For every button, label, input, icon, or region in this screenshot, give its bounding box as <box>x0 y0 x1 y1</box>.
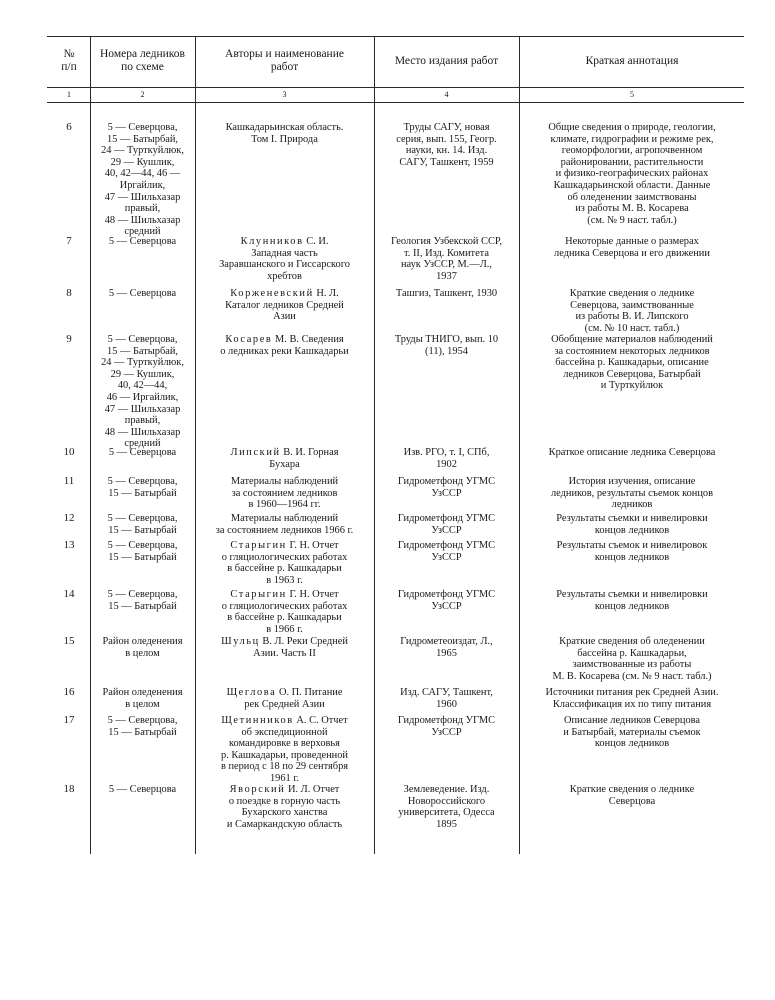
glacier-numbers-cell <box>91 334 194 450</box>
annotation-line: Классификация их по типу питания <box>552 698 712 710</box>
glacier-line: 5 — Северцова <box>108 784 177 795</box>
authors-text: О. П. Питание <box>276 687 343 698</box>
row-number: 10 <box>63 446 75 458</box>
authors-line <box>196 513 373 525</box>
authors-line <box>196 525 373 537</box>
authors-text: за состоянием ледников <box>231 487 338 499</box>
annotation-cell <box>520 236 744 259</box>
authors-text: Н. Л. <box>313 288 339 299</box>
annotation-cell <box>520 288 744 334</box>
annotation-line: районировании, растительности <box>560 156 704 168</box>
row-number: 7 <box>66 235 72 247</box>
row-number: 17 <box>63 714 75 726</box>
glacier-numbers-cell <box>91 513 194 536</box>
row-number: 16 <box>63 686 75 698</box>
glacier-line: 5 — Северцова <box>108 236 177 247</box>
header-num <box>48 37 90 85</box>
authors-text: Г. Н. Отчет <box>286 540 339 551</box>
publication-place-cell <box>375 447 518 470</box>
authors-text: в бассейне р. Кашкадарьи <box>227 612 342 624</box>
authors-line <box>196 699 373 711</box>
annotation-line: М. В. Косарева (см. № 9 наст. табл.) <box>552 670 712 682</box>
glacier-line: 15 — Батырбай <box>108 524 177 536</box>
column-number: 1 <box>67 90 71 99</box>
row-number: 12 <box>63 512 75 524</box>
glacier-line: 29 — Кушлик, <box>110 368 175 380</box>
authors-line <box>196 624 373 636</box>
author-surname: Щеглова <box>226 687 277 698</box>
glacier-line: 15 — Батырбай <box>108 487 177 499</box>
authors-line <box>196 346 373 358</box>
annotation-line: концов ледников <box>594 600 670 612</box>
authors-line <box>196 488 373 500</box>
glacier-line: 5 — Северцова, <box>107 540 178 551</box>
place-line: Землеведение. Изд. <box>403 784 490 795</box>
annotation-line: Северцова <box>608 795 656 807</box>
glacier-line: правый, <box>124 203 161 215</box>
authors-cell <box>196 687 373 710</box>
authors-text: в бассейне р. Кашкадарьи <box>227 563 342 575</box>
column-number: 4 <box>444 90 449 99</box>
place-line: Гидрометфонд УГМС <box>397 540 496 551</box>
authors-line <box>196 122 373 134</box>
author-surname: Старыгин <box>230 589 287 600</box>
glacier-line: 48 — Шильхазар <box>104 426 181 438</box>
annotation-cell <box>520 784 744 807</box>
authors-text: А. С. Отчет <box>293 715 348 726</box>
annotation-line: ледников, результаты съемок концов <box>550 487 714 499</box>
publication-place-cell <box>375 236 518 282</box>
publication-place-cell <box>375 540 518 563</box>
annotation-line: из работы В. И. Липского <box>575 311 689 323</box>
authors-text: в 1960—1964 гг. <box>248 499 321 511</box>
authors-cell <box>196 715 373 785</box>
annotation-cell <box>520 589 744 612</box>
glacier-numbers-cell <box>91 636 194 659</box>
place-line: УзССР <box>431 487 462 499</box>
authors-text: хребтов <box>267 270 302 282</box>
glacier-line: Район оледенения <box>102 636 183 647</box>
glacier-line: в целом <box>125 647 160 659</box>
authors-line <box>196 311 373 323</box>
publication-place-cell <box>375 636 518 659</box>
annotation-line: Краткие сведения об оледенении <box>559 636 705 647</box>
row-number: 18 <box>63 783 75 795</box>
author-surname: Косарев <box>225 334 273 345</box>
authors-text: Г. Н. Отчет <box>286 589 339 600</box>
authors-line <box>196 807 373 819</box>
glacier-numbers-cell <box>91 784 194 796</box>
place-line: Гидрометфонд УГМС <box>397 589 496 600</box>
authors-text: Каталог ледников Средней <box>225 299 344 311</box>
glacier-line: 47 — Шильхазар <box>104 191 181 203</box>
authors-line <box>196 271 373 283</box>
place-line: САГУ, Ташкент, 1959 <box>399 156 494 168</box>
glacier-line: 5 — Северцова, <box>107 589 178 600</box>
header-authors-line: работ <box>270 61 299 73</box>
authors-text: В. И. Горная <box>280 447 339 458</box>
author-surname: Липский <box>230 447 281 458</box>
header-annotation-line: Краткая аннотация <box>585 54 679 67</box>
authors-line <box>196 476 373 488</box>
glacier-line: 5 — Северцова <box>108 447 177 458</box>
annotation-line: и Батырбай, материалы съемок <box>563 726 701 738</box>
glacier-line: 15 — Батырбай, <box>106 345 179 357</box>
header-authors <box>196 37 373 85</box>
authors-text: М. В. Сведения <box>272 334 344 345</box>
authors-line <box>196 636 373 648</box>
authors-line <box>196 761 373 773</box>
column-number: 5 <box>630 90 634 99</box>
authors-line <box>196 589 373 601</box>
annotation-cell <box>520 334 744 392</box>
authors-text: Азии. Часть II <box>253 647 316 659</box>
authors-line <box>196 459 373 471</box>
glacier-numbers-cell <box>91 540 194 563</box>
authors-cell <box>196 122 373 145</box>
place-line: Труды ТНИГО, вып. 10 <box>394 334 499 345</box>
place-line: Новороссийского <box>407 795 486 807</box>
place-line: (11), 1954 <box>425 345 468 357</box>
glacier-line: 5 — Северцова, <box>107 122 178 133</box>
annotation-line: Общие сведения о природе, геологии, <box>548 122 716 133</box>
authors-cell <box>196 447 373 470</box>
glacier-line: 5 — Северцова <box>108 288 177 299</box>
authors-text: Бухара <box>269 458 300 470</box>
authors-text: о гляциологических работах <box>221 600 348 612</box>
header-glaciers <box>91 37 194 85</box>
glacier-line: 46 — Иргайлик, <box>106 391 179 403</box>
glacier-line: 48 — Шильхазар <box>104 214 181 226</box>
authors-cell <box>196 513 373 536</box>
row-number: 6 <box>66 121 72 133</box>
row-number: 9 <box>66 333 72 345</box>
place-line: Труды САГУ, новая <box>403 122 490 133</box>
authors-line <box>196 300 373 312</box>
authors-line <box>196 715 373 727</box>
authors-cell <box>196 288 373 323</box>
place-line: УзССР <box>431 524 462 536</box>
authors-cell <box>196 636 373 659</box>
glacier-line: 5 — Северцова, <box>107 513 178 524</box>
authors-text: Кашкадарьинская область. <box>225 122 344 133</box>
glacier-line: 24 — Турткуйлюк, <box>101 357 184 369</box>
place-line: Гидрометфонд УГМС <box>397 476 496 487</box>
authors-text: в период с 18 по 29 сентября <box>220 761 349 773</box>
header-num-line: № <box>63 48 75 60</box>
row-number: 14 <box>63 588 75 600</box>
glacier-numbers-cell <box>91 687 194 710</box>
authors-line <box>196 236 373 248</box>
glacier-line: 40, 42—44, 46 — <box>104 168 181 180</box>
row-number: 11 <box>63 475 75 487</box>
place-line: Ташгиз, Ташкент, 1930 <box>395 288 498 299</box>
place-line: 1895 <box>436 818 457 830</box>
authors-line <box>196 738 373 750</box>
annotation-line: климате, гидрографии и режиме рек, <box>550 133 714 145</box>
authors-text: в 1963 г. <box>266 574 303 586</box>
row-number: 13 <box>63 539 75 551</box>
place-line: серия, вып. 155, Геогр. <box>396 133 497 145</box>
annotation-line: Краткие сведения о леднике <box>569 288 695 299</box>
author-surname: Корженевский <box>230 288 314 299</box>
header-num-line: п/п <box>61 61 77 73</box>
row-number: 15 <box>63 635 75 647</box>
annotation-cell <box>520 513 744 536</box>
header-glaciers-line: Номера ледников <box>100 48 185 60</box>
authors-line <box>196 819 373 831</box>
annotation-line: концов ледников <box>594 524 670 536</box>
header-place-line: Место издания работ <box>394 54 499 67</box>
place-line: науки, кн. 14. Изд. <box>405 145 488 157</box>
annotation-line: концов ледников <box>594 551 670 563</box>
authors-text: и Самаркандскую область <box>226 818 343 830</box>
publication-place-cell <box>375 334 518 357</box>
authors-text: С. И. <box>303 236 329 247</box>
glacier-line: 15 — Батырбай <box>108 600 177 612</box>
annotation-line: История изучения, описание <box>568 476 696 487</box>
place-line: Гидрометфонд УГМС <box>397 513 496 524</box>
publication-place-cell <box>375 687 518 710</box>
glacier-line: 5 — Северцова, <box>107 476 178 487</box>
authors-text: командировке в верховья <box>229 738 340 750</box>
annotation-line: заимствованные из работы <box>572 659 692 671</box>
authors-line <box>196 601 373 613</box>
annotation-line: Краткое описание ледника Северцова <box>548 447 716 458</box>
authors-line <box>196 288 373 300</box>
annotation-line: (см. № 10 наст. табл.) <box>584 322 680 334</box>
glacier-numbers-cell <box>91 288 194 300</box>
annotation-line: и Турткуйлюк <box>600 380 664 392</box>
place-line: УзССР <box>431 726 462 738</box>
glacier-line: средний <box>124 226 161 238</box>
authors-text: В. Л. Реки Средней <box>259 636 348 647</box>
glacier-numbers-cell <box>91 715 194 738</box>
place-line: Изв. РГО, т. I, СПб, <box>403 447 490 458</box>
column-number: 2 <box>140 90 145 99</box>
annotation-line: геоморфологии, агропочвенном <box>561 145 703 157</box>
annotation-line: за состоянием некоторых ледников <box>554 345 710 357</box>
publication-place-cell <box>375 784 518 830</box>
annotation-line: Краткие сведения о леднике <box>569 784 695 795</box>
publication-place-cell <box>375 513 518 536</box>
glacier-line: средний <box>124 438 161 450</box>
annotation-cell <box>520 715 744 750</box>
glacier-line: 47 — Шильхазар <box>104 403 181 415</box>
place-line: университета, Одесса <box>398 807 495 819</box>
authors-text: И. Л. Отчет <box>285 784 340 795</box>
authors-text: в 1966 г. <box>266 623 303 635</box>
publication-place-cell <box>375 589 518 612</box>
authors-line <box>196 540 373 552</box>
authors-line <box>196 552 373 564</box>
authors-text: Том I. Природа <box>251 133 318 145</box>
header-authors-line: Авторы и наименование <box>225 48 344 60</box>
annotation-line: бассейна р. Кашкадарьи, <box>577 647 687 659</box>
glacier-line: 5 — Северцова, <box>107 715 178 726</box>
authors-cell <box>196 236 373 282</box>
authors-line <box>196 447 373 459</box>
authors-line <box>196 773 373 785</box>
annotation-cell <box>520 636 744 682</box>
annotation-line: Обобщение материалов наблюдений <box>551 334 713 345</box>
authors-text: о гляциологических работах <box>221 551 348 563</box>
publication-place-cell <box>375 715 518 738</box>
authors-text: р. Кашкадарьи, проведенной <box>221 749 348 761</box>
glacier-numbers-cell <box>91 122 194 238</box>
authors-line <box>196 134 373 146</box>
authors-line <box>196 563 373 575</box>
authors-cell <box>196 540 373 586</box>
annotation-line: бассейна р. Кашкадарьи, описание <box>555 357 709 369</box>
author-surname: Клунников <box>240 236 304 247</box>
glacier-numbers-cell <box>91 589 194 612</box>
glacier-line: правый, <box>124 415 161 427</box>
place-line: 1902 <box>436 458 457 470</box>
annotation-line: ледников Северцова, Батырбай <box>563 368 701 380</box>
authors-cell <box>196 784 373 830</box>
authors-text: за состоянием ледников 1966 г. <box>215 524 354 536</box>
authors-line <box>196 727 373 739</box>
annotation-line: Результаты съемки и нивелировки <box>556 513 708 524</box>
glacier-numbers-cell <box>91 236 194 248</box>
annotation-line: и физико-географических районах <box>555 168 709 180</box>
row-number: 8 <box>66 287 72 299</box>
glacier-line: Иргайлик, <box>119 179 166 191</box>
annotation-line: ледника Северцова и его движении <box>554 247 710 259</box>
annotation-line: концов ледников <box>594 738 670 750</box>
place-line: Гидрометеоиздат, Л., <box>400 636 493 647</box>
annotation-line: Источники питания рек Средней Азии. <box>545 687 719 698</box>
annotation-line: Кашкадарьинской области. Данные <box>553 179 711 191</box>
authors-text: Материалы наблюдений <box>230 513 339 524</box>
authors-line <box>196 796 373 808</box>
header-bottom-rule <box>47 87 744 88</box>
authors-cell <box>196 476 373 511</box>
glacier-line: 24 — Турткуйлюк, <box>101 145 184 157</box>
authors-cell <box>196 589 373 635</box>
authors-text: 1961 г. <box>269 772 300 784</box>
authors-text: рек Средней Азии <box>244 698 325 710</box>
annotation-cell <box>520 122 744 226</box>
annotation-line: Некоторые данные о размерах <box>565 236 699 247</box>
author-surname: Шульц <box>221 636 260 647</box>
annotation-line: ледников <box>611 499 653 511</box>
authors-line <box>196 259 373 271</box>
publication-place-cell <box>375 476 518 499</box>
column-number: 3 <box>282 90 287 99</box>
place-line: 1937 <box>436 270 457 282</box>
authors-text: об экспедиционной <box>241 726 328 738</box>
authors-line <box>196 575 373 587</box>
header-glaciers-line: по схеме <box>121 61 164 73</box>
place-line: т. II, Изд. Комитета <box>404 247 489 259</box>
authors-text: Заравшанского и Гиссарского <box>219 259 350 271</box>
place-line: 1965 <box>436 647 457 659</box>
authors-line <box>196 334 373 346</box>
place-line: УзССР <box>431 600 462 612</box>
authors-text: Бухарского ханства <box>241 807 328 819</box>
annotation-line: Северцова, заимствованные <box>570 299 694 311</box>
author-surname: Яворский <box>229 784 286 795</box>
glacier-line: 29 — Кушлик, <box>110 156 175 168</box>
authors-line <box>196 750 373 762</box>
annotation-cell <box>520 476 744 511</box>
authors-text: о ледниках реки Кашкадарьи <box>220 345 349 357</box>
glacier-line: 15 — Батырбай <box>108 551 177 563</box>
glacier-line: 15 — Батырбай <box>108 726 177 738</box>
annotation-line: Описание ледников Северцова <box>563 715 701 726</box>
authors-cell <box>196 334 373 357</box>
authors-line <box>196 648 373 660</box>
annotation-line: Результаты съемок и нивелировок <box>556 540 708 551</box>
annotation-line: (см. № 9 наст. табл.) <box>587 214 677 226</box>
glacier-numbers-cell <box>91 476 194 499</box>
glacier-line: 5 — Северцова, <box>107 334 178 345</box>
publication-place-cell <box>375 288 518 300</box>
authors-line <box>196 612 373 624</box>
annotation-cell <box>520 540 744 563</box>
place-line: 1960 <box>436 698 457 710</box>
column-number-rule <box>47 102 744 103</box>
author-surname: Старыгин <box>230 540 287 551</box>
glacier-line: 15 — Батырбай, <box>106 133 179 145</box>
header-annotation <box>520 37 744 85</box>
annotation-cell <box>520 447 744 459</box>
place-line: Изд. САГУ, Ташкент, <box>400 687 493 698</box>
annotation-line: из работы М. В. Косарева <box>575 203 689 215</box>
glacier-line: 40, 42—44, <box>117 380 168 392</box>
place-line: Гидрометфонд УГМС <box>397 715 496 726</box>
place-line: УзССР <box>431 551 462 563</box>
annotation-line: Результаты съемки и нивелировки <box>556 589 708 600</box>
annotation-line: об оледенении заимствованы <box>567 191 697 203</box>
authors-line <box>196 784 373 796</box>
authors-text: Западная часть <box>251 247 318 259</box>
glacier-line: в целом <box>125 698 160 710</box>
publication-place-cell <box>375 122 518 168</box>
authors-text: Материалы наблюдений <box>230 476 339 487</box>
place-line: наук УзССР, М.—Л., <box>400 259 493 271</box>
authors-line <box>196 499 373 511</box>
place-line: Геология Узбекской ССР, <box>391 236 502 247</box>
authors-line <box>196 687 373 699</box>
authors-text: Азии <box>273 311 296 323</box>
author-surname: Щетинников <box>221 715 294 726</box>
authors-line <box>196 248 373 260</box>
header-place <box>375 37 518 85</box>
glacier-line: Район оледенения <box>102 687 183 698</box>
authors-text: о поездке в горную часть <box>228 795 341 807</box>
glacier-numbers-cell <box>91 447 194 459</box>
annotation-cell <box>520 687 744 710</box>
